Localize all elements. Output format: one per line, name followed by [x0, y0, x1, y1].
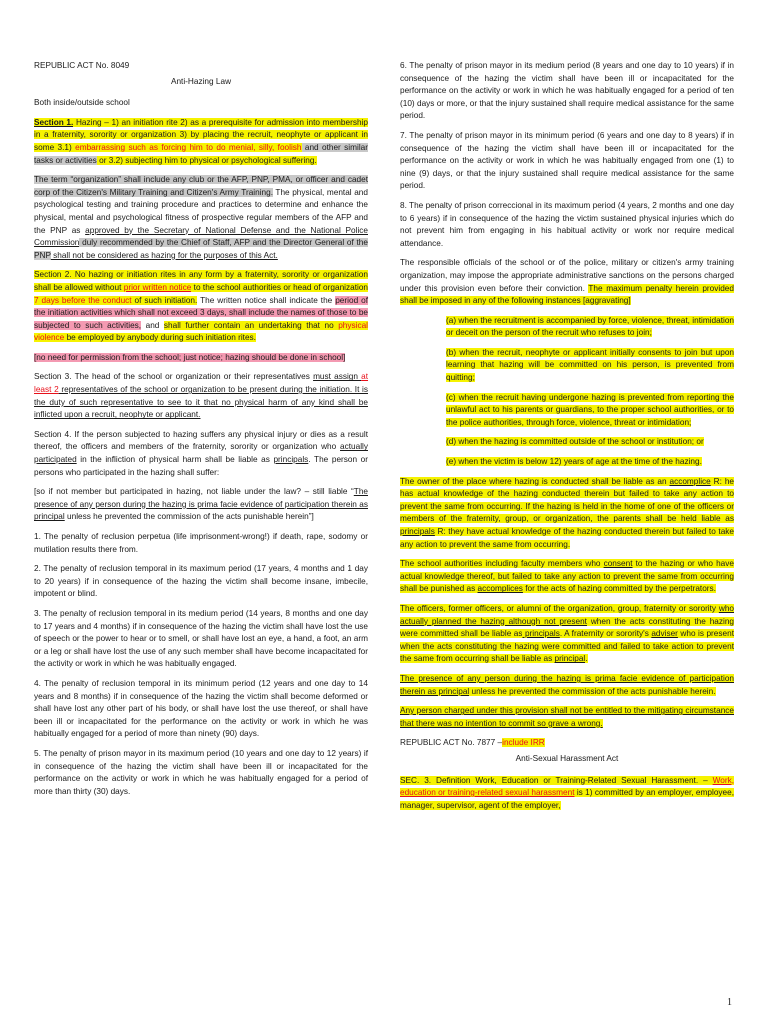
owner-liability: The owner of the place where hazing is conducted shall be liable as an accomplice R: he has actual knowledge of the hazing conducted therein but failed to take any action to prevent the same from occurring. If the hazing is held in the home of one of the officers or members of the fraternity, group, or organization, the parents shall be held liable as principals R: they have actual knowledge of the hazing conducted therein but failed to take any action to prevent the same from occurring. — [400, 476, 734, 549]
left-column — [34, 60, 368, 805]
aggravating-e: (e) when the victim is below 12) years of age at the time of the hazing. — [446, 457, 702, 467]
page-number: 1 — [727, 997, 732, 1008]
aggravating-c: (c) when the recruit having undergone hazing is prevented from reporting the unlawful act to his parents or guardians, to the proper school authorities, or to the police authorities, through force, violence, threat or intimidation; — [446, 392, 734, 427]
section-3: Section 3. The head of the school or organization or their representatives must assign at least 2 representatives of the school or organization to be present during the initiation. It is the duty of such representative to see to it that no physical harm of any kind shall be inflicted upon a recruit, neophyte or applicant. — [34, 372, 369, 420]
penalty-1: 1. The penalty of reclusion perpetua (life imprisonment-wrong!) if death, rape, sodomy or mutilation results there from. — [34, 532, 368, 554]
penalty-6: 6. The penalty of prison mayor in its medium period (8 years and one day to 10 years) if in consequence of the hazing the victim shall have been ill or incapacitated for the performance on the activity or work in which he was habitually engaged for a period of ten (10) days or more, or that the injury sustained shall require medical assistance for the same period. — [400, 61, 734, 121]
presence-evidence: The presence of any person during the hazing is prima facie evidence of participation therein as principal unless he prevented the commission of the acts punishable herein. — [400, 673, 734, 696]
republic-act-7877-title: REPUBLIC ACT No. 7877 –include IRR — [400, 738, 545, 748]
aggravating-b: (b) when the recruit, neophyte or applicant initially consents to join but upon learning that hazing will be committed on his person, is prevented from quitting; — [446, 347, 734, 383]
bracket-note: [so if not member but participated in hazing, not liable under the law? – still liable “The presence of any person during the hazing is prima facie evidence of participation therein as principal unless he prevented the commission of the acts punishable herein”] — [34, 487, 368, 522]
republic-act-title: REPUBLIC ACT No. 8049 — [34, 61, 130, 70]
anti-sexual-harassment-title: Anti-Sexual Harassment Act — [515, 753, 619, 763]
penalty-2: 2. The penalty of reclusion temporal in its maximum period (17 years, 4 months and 1 day to 20 years) if in consequence of the hazing the victim shall become insane, imbecile, impotent or blind. — [34, 564, 368, 599]
section-2: Section 2. No hazing or initiation rites in any form by a fraternity, sorority or organization shall be allowed without prior written notice to the school authorities or head of organization 7 days before the conduct of such initiation. The written notice shall indicate the period of the initiation activities which shall not exceed 3 days, shall include the names of those to be subjected to such activities, and shall further contain an undertaking that no physical violence be employed by anybody during such initiation rites. — [34, 270, 369, 343]
sec-3-definition: SEC. 3. Definition Work, Education or Training-Related Sexual Harassment. – Work, education or training-related sexual harassment is 1) committed by an employer, employee, manager, supervisor, agent of the employer, — [400, 775, 734, 810]
aggravating-d: (d) when the hazing is committed outside of the school or institution; or — [446, 437, 704, 447]
section-1-label: Section 1. — [34, 117, 74, 127]
penalty-5: 5. The penalty of prison mayor in its maximum period (10 years and one day to 12 years) if in consequence of the hazing the victim shall have been ill or incapacitated for the performance on the activity or work in which he was habitually engaged for a period of more than thirty (30) days. — [34, 748, 368, 796]
law-name: Anti-Hazing Law — [170, 76, 232, 86]
penalty-7: 7. The penalty of prison mayor in its minimum period (6 years and one day to 8 years) if in consequence of the hazing the victim shall have been ill or incapacitated for the performance on the activity or work in which he was habitually engaged from one (1) to nine (9) days, or that the injury sustained shall require medical assistance for the same period. — [400, 130, 734, 191]
no-need-note: [no need for permission from the school; just notice; hazing should be done in school] — [34, 352, 346, 362]
mitigating-circumstance: Any person charged under this provision shall not be entitled to the mitigating circumstance that there was no intention to commit so grave a wrong. — [400, 706, 734, 728]
school-authorities: The school authorities including faculty members who consent to the hazing or who have actual knowledge thereof, but failed to take any action to prevent the same from occurring shall be punished as accomplices for the acts of hazing committed by the perpetrators. — [400, 559, 734, 594]
penalty-3: 3. The penalty of reclusion temporal in its medium period (14 years, 8 months and one day to 17 years and 4 months) if in consequence of the hazing the victim shall have lost the use of speech or the power to hear or to smell, or shall have lost an eye, a hand, a foot, an arm or a leg or shall have lost the use of any such member shall have become incapacitated for the activity or work in which he was habitually engaged. — [34, 608, 368, 669]
aggravating-a: (a) when the recruitment is accompanied by force, violence, threat, intimidation or deceit on the person of the recruit who refuses to join; — [446, 315, 734, 338]
organization-definition: The term “organization” shall include any club or the AFP, PNP, PMA, or officer and cadet corp of the Citizen's Military Training and Citizen's Army Training. The physical, mental and psychological testing and training procedure and practices to determine and enhance the physical, mental and psychological fitness of prospective regular members of the AFP and the PNP as approved by the Secretary of National Defense and the National Police Commission duly recommended by the Chief of Staff, AFP and the Director General of the PNP shall not be considered as hazing for the purposes of this Act. — [34, 175, 368, 260]
penalty-8: 8. The penalty of prison correccional in its maximum period (4 years, 2 months and one day to 6 years) if in consequence of the hazing the victim sustained physical injuries which do not prevent him from engaging in his habitual activity or work nor require medical attendance. — [400, 200, 734, 248]
officers-liability: The officers, former officers, or alumni of the organization, group, fraternity or sorority who actually planned the hazing although not present when the acts constituting the hazing were committed shall be liable as principals. A fraternity or sorority's adviser who is present when the acts constituting the hazing were committed and failed to take action to prevent the same from occurring shall be liable as principal. — [400, 603, 735, 664]
scope-note: Both inside/outside school — [34, 98, 130, 108]
penalty-4: 4. The penalty of reclusion temporal in its minimum period (12 years and one day to 14 years and 8 months) if in consequence of the hazing the victim shall become deformed or shall have lost any other part of his body, or shall have lost the use thereof, or shall have been ill or incapacitated for the performance on the activity or work in which he was habitually engaged for a period of more than ninety (90) days. — [34, 678, 368, 739]
right-column — [400, 60, 734, 819]
section-1: Section 1. Hazing – 1) an initiation rite 2) as a prerequisite for admission into membership in a fraternity, sorority or organization 3) by placing the recruit, neophyte or applicant in some 3.1) embarrassing such as forcing him to do menial, silly, foolish and other similar tasks or activities or 3.2) subjecting him to physical or psychological suffering. — [34, 117, 368, 165]
section-4: Section 4. If the person subjected to hazing suffers any physical injury or dies as a result thereof, the officers and members of the fraternity, sorority or organization who actually participated in the infliction of physical harm shall be liable as principals. The person or persons who participated in the hazing shall suffer: — [34, 429, 369, 477]
responsible-officials: The responsible officials of the school or of the police, military or citizen's army training organization, may impose the appropriate administrative sanctions on the persons charged under this provision even before their conviction. The maximum penalty herein provided shall be imposed in any of the following instances [aggravating] — [400, 258, 734, 306]
